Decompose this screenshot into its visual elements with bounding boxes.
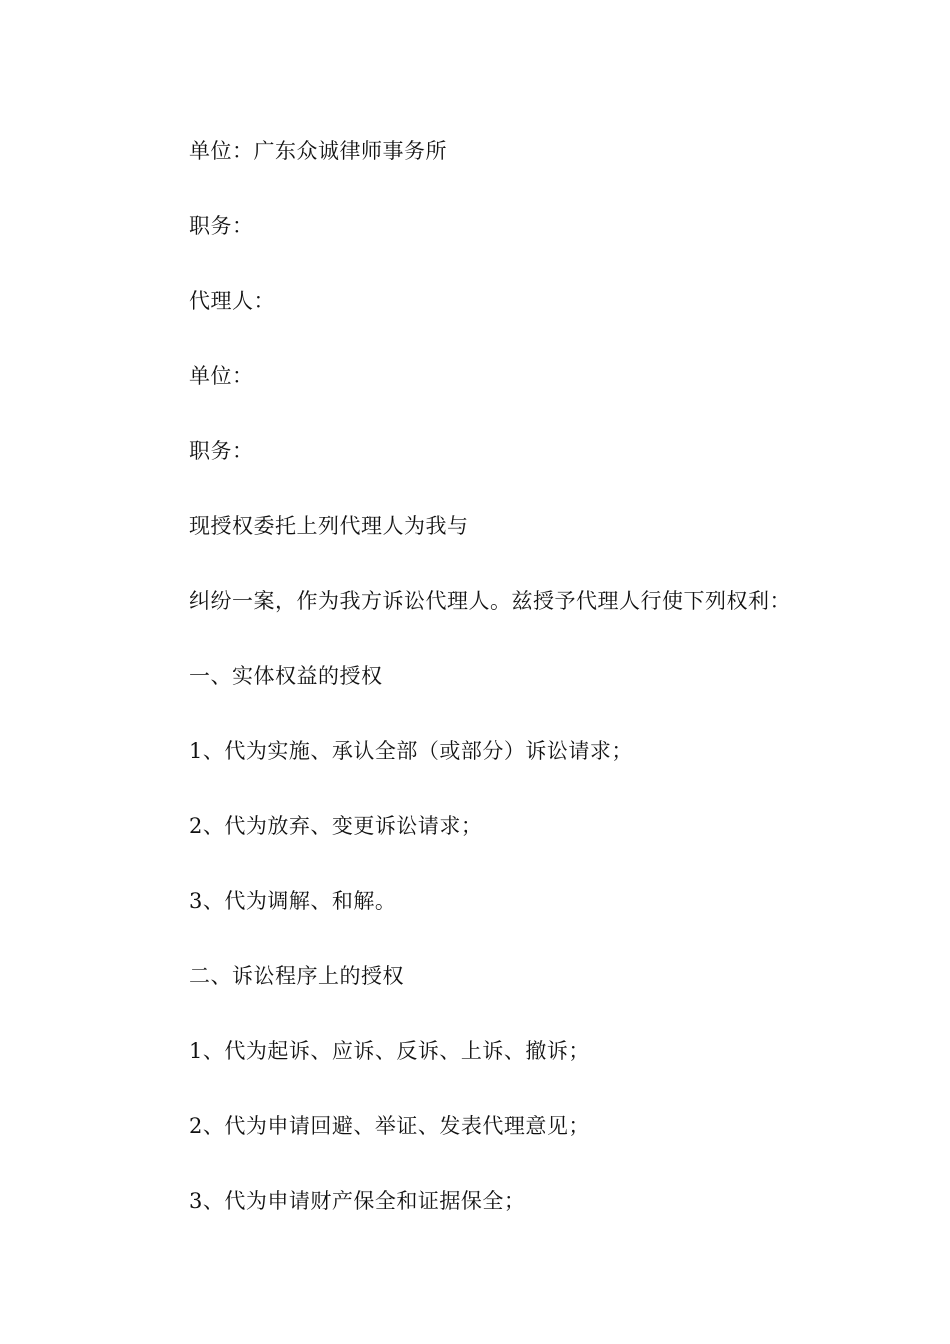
substantive-item-1: 1、代为实施、承认全部（或部分）诉讼请求； — [189, 739, 633, 763]
unit-line: 单位：广东众诚律师事务所 — [189, 139, 447, 163]
authorization-intro-line: 现授权委托上列代理人为我与 — [189, 514, 469, 538]
substantive-item-3: 3、代为调解、和解。 — [189, 889, 397, 913]
agent-position-line: 职务： — [189, 439, 254, 463]
section-heading-procedural: 二、诉讼程序上的授权 — [189, 964, 404, 988]
procedural-item-3: 3、代为申请财产保全和证据保全； — [189, 1189, 526, 1213]
dispute-line: 纠纷一案，作为我方诉讼代理人。兹授予代理人行使下列权利： — [189, 589, 791, 613]
position-line: 职务： — [189, 214, 254, 238]
document-body — [189, 131, 869, 1256]
substantive-item-2: 2、代为放弃、变更诉讼请求； — [189, 814, 483, 838]
procedural-item-1: 1、代为起诉、应诉、反诉、上诉、撤诉； — [189, 1039, 590, 1063]
agent-line: 代理人： — [189, 289, 275, 313]
section-heading-substantive: 一、实体权益的授权 — [189, 664, 383, 688]
procedural-item-2: 2、代为申请回避、举证、发表代理意见； — [189, 1114, 590, 1138]
agent-unit-line: 单位： — [189, 364, 254, 388]
